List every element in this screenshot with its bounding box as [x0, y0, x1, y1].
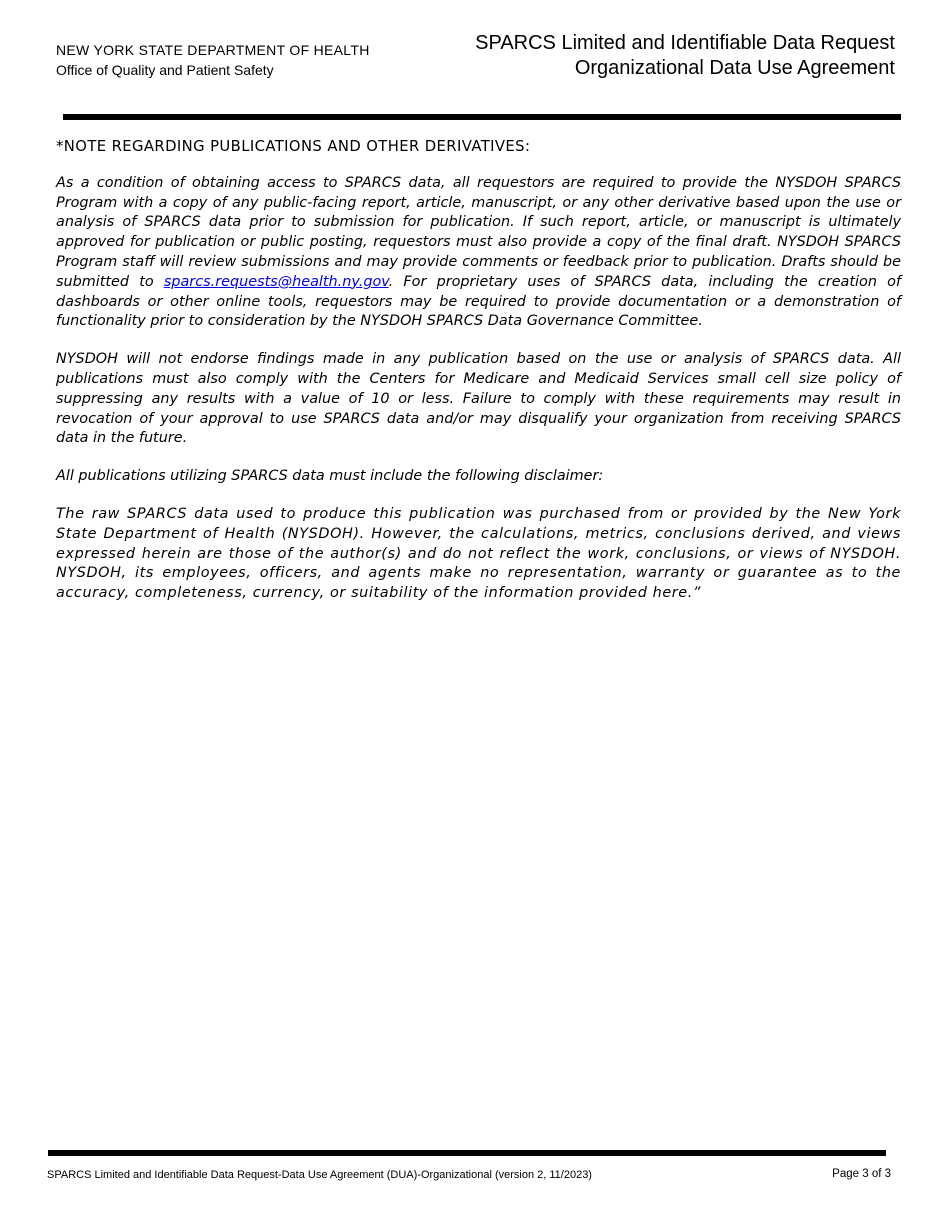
paragraph-endorsement: NYSDOH will not endorse findings made in any publication based on the use or analysis of SPARCS data. All publications must also comply with the Centers for Medicare and Medicaid Services small cell size policy of suppressing any results with a value of 10 or less. Failure to comply with these requirements may result in revocation of your approval to use SPARCS data and/or may disqualify your organization from receiving SPARCS data in the future. — [56, 351, 901, 447]
document-title-line1: SPARCS Limited and Identifiable Data Request — [475, 32, 895, 54]
paragraph-text: . For proprietary uses of SPARCS data, including the creation of dashboards or other online tools, requestors may be required to provide documentation or a demonstration of functionality prior to consideration by the NYSDOH SPARCS Data Governance Committee. — [56, 273, 901, 330]
email-link[interactable]: sparcs.requests@health.ny.gov — [163, 273, 389, 290]
paragraph-disclaimer: The raw SPARCS data used to produce this publication was purchased from or provided by the New York State Department of Health (NYSDOH). However, the calculations, metrics, conclusions derived, and views expressed herein are those of the author(s) and do not reflect the work, conclusions, or views of NYSDOH. NYSDOH, its employees, officers, and agents make no representation, warranty or guarantee as to the accuracy, completeness, currency, or suitability of the information provided here.” — [56, 505, 901, 602]
section-heading: *NOTE REGARDING PUBLICATIONS AND OTHER DERIVATIVES: — [56, 138, 531, 155]
footer-divider — [48, 1150, 886, 1156]
paragraph-text: As a condition of obtaining access to SPARCS data, all requestors are required to provide the NYSDOH SPARCS Program with a copy of any public-facing report, article, manuscript, or any other derivative based upon the use or analysis of SPARCS data prior to submission for publication. If such report, article, or manuscript is ultimately approved for publication or public posting, requestors must also provide a copy of the final draft. NYSDOH SPARCS Program staff will review submissions and may provide comments or feedback prior to publication. Drafts should be submitted to — [56, 174, 901, 290]
paragraph-publication-requirements — [56, 174, 901, 332]
header-divider — [63, 114, 901, 120]
department-name: NEW YORK STATE DEPARTMENT OF HEALTH — [56, 42, 370, 58]
document-title — [475, 31, 895, 81]
office-name: Office of Quality and Patient Safety — [56, 62, 274, 78]
paragraph-disclaimer-intro: All publications utilizing SPARCS data must include the following disclaimer: — [56, 468, 604, 485]
page-number: Page 3 of 3 — [832, 1168, 891, 1180]
document-title-line2: Organizational Data Use Agreement — [574, 57, 895, 79]
document-body — [56, 137, 901, 622]
footer-document-name: SPARCS Limited and Identifiable Data Request-Data Use Agreement (DUA)-Organizational (version 2, 11/2023) — [47, 1169, 592, 1181]
page-header-left — [56, 40, 370, 80]
